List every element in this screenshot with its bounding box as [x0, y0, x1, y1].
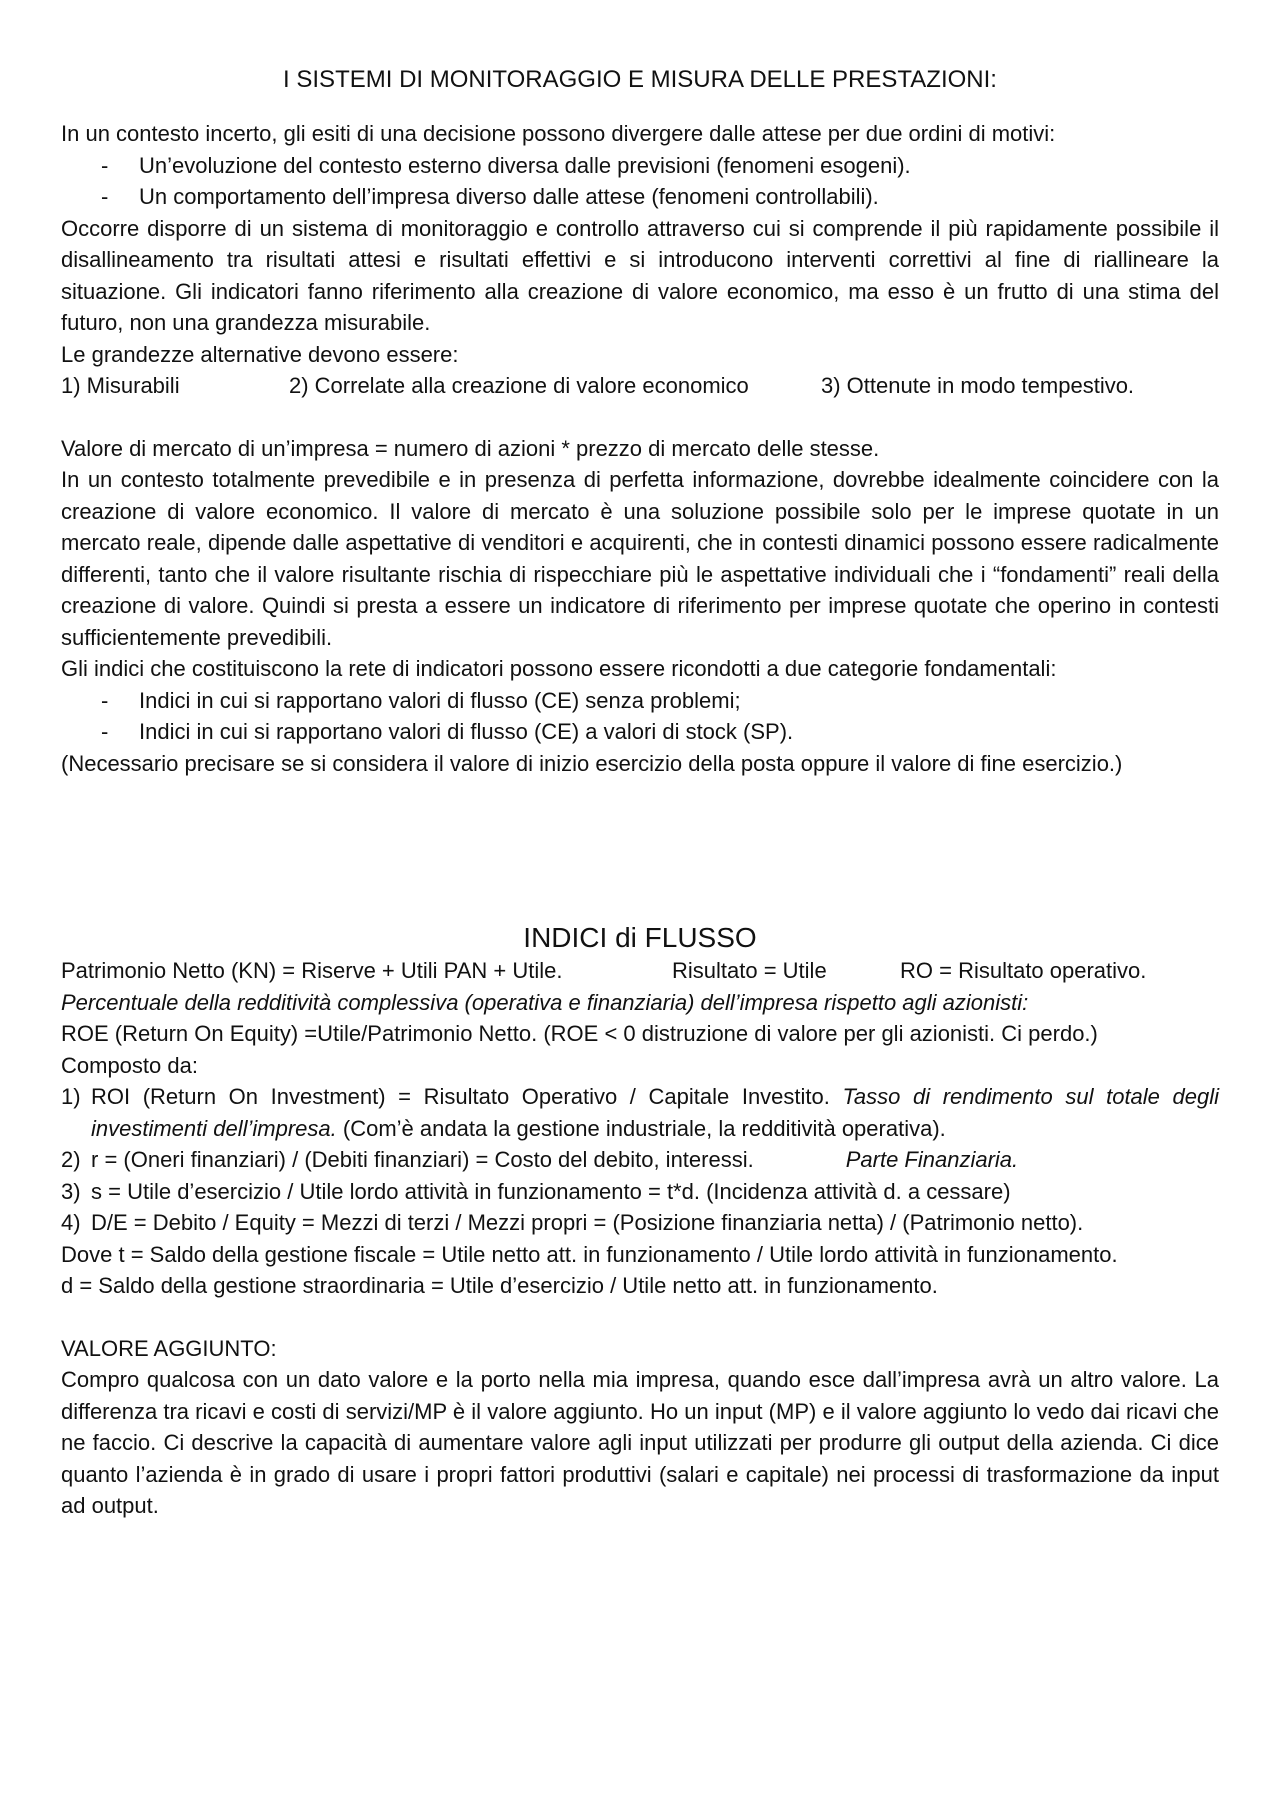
where-t-definition: Dove t = Saldo della gestione fiscale = Utile netto att. in funzionamento / Utile lordo attività in funzionamento.	[61, 1241, 1118, 1267]
list-item: 4) D/E = Debito / Equity = Mezzi di terzi / Mezzi propri = (Posizione finanziaria netta) / (Patrimonio netto).	[61, 1207, 1219, 1239]
roe-formula: ROE (Return On Equity) =Utile/Patrimonio Netto. (ROE < 0 distruzione di valore per gli azionisti. Ci perdo.)	[61, 1021, 1098, 1046]
list-item: 2) r = (Oneri finanziari) / (Debiti finanziari) = Costo del debito, interessi. Parte Finanziaria.	[61, 1144, 1219, 1176]
list-item: - Indici in cui si rapportano valori di flusso (CE) senza problemi;	[61, 685, 1219, 717]
section-title-indici-flusso: INDICI di FLUSSO	[523, 922, 757, 953]
definition-ro: RO = Risultato operativo.	[900, 958, 1147, 983]
section-title-valore-aggiunto: VALORE AGGIUNTO:	[61, 1335, 277, 1361]
market-value-formula: Valore di mercato di un’impresa = numero di azioni * prezzo di mercato delle stesse.	[61, 435, 880, 461]
definition-risultato: Risultato = Utile	[672, 958, 827, 983]
list-item-text: Indici in cui si rapportano valori di flusso (CE) senza problemi;	[139, 687, 741, 713]
paragraph-valore-aggiunto: Compro qualcosa con un dato valore e la porto nella mia impresa, quando esce dall’impresa avrà un altro valore. La differenza tra ricavi e costi di servizi/MP è il valore aggiunto. Ho un input (MP) e il valore aggiunto lo vedo dai ricavi che ne faccio. Ci descrive la capacità di aumentare valore agli input utilizzati per produrre gli output della azienda. Ci dice quanto l’azienda è in grado di usare i propri fattori produttivi (salari e capitale) nei processi di trasformazione da input ad output.	[61, 1367, 1219, 1518]
list-item-text: s = Utile d’esercizio / Utile lordo attività in funzionamento = t*d. (Incidenza attività d. a cessare)	[91, 1178, 1011, 1204]
alternative-list	[61, 370, 1219, 402]
list-item-text: Un’evoluzione del contesto esterno diversa dalle previsioni (fenomeni esogeni).	[139, 152, 911, 178]
document-content	[61, 64, 1219, 1522]
list-item: 1) ROI (Return On Investment) = Risultato Operativo / Capitale Investito. Tasso di rendimento sul totale degli investimenti dell’impresa. (Com’è andata la gestione industriale, la redditività operativa).	[61, 1081, 1219, 1144]
list-item-text: D/E = Debito / Equity = Mezzi di terzi / Mezzi propri = (Posizione finanziaria netta) / (Patrimonio netto).	[91, 1210, 1084, 1235]
alternative-item: 2) Correlate alla creazione di valore economico	[289, 373, 749, 398]
list-item-text: Un comportamento dell’impresa diverso dalle attese (fenomeni controllabili).	[139, 184, 879, 209]
indices-intro: Gli indici che costituiscono la rete di indicatori possono essere ricondotti a due categorie fondamentali:	[61, 656, 1057, 681]
paragraph-market-value: In un contesto totalmente prevedibile e in presenza di perfetta informazione, dovrebbe idealmente coincidere con la creazione di valore economico. Il valore di mercato è una soluzione possibile solo per le imprese quotate in un mercato reale, dipende dalle aspettative di venditori e acquirenti, che in contesti dinamici possono essere radicalmente differenti, tanto che il valore risultante rischia di rispecchiare più le aspettative individuali che i “fondamenti” reali della creazione di valore. Quindi si presta a essere un indicatore di riferimento per imprese quotate che operino in contesti sufficientemente prevedibili.	[61, 467, 1219, 650]
intro-paragraph: In un contesto incerto, gli esiti di una decisione possono divergere dalle attese per due ordini di motivi:	[61, 121, 1056, 146]
roe-caption: Percentuale della redditività complessiva (operativa e finanziaria) dell’impresa rispetto agli azionisti:	[61, 989, 1029, 1015]
alternative-item: 3) Ottenute in modo tempestivo.	[821, 373, 1135, 398]
section-title-monitoraggio: I SISTEMI DI MONITORAGGIO E MISURA DELLE PRESTAZIONI:	[283, 66, 997, 93]
list-item-text: ROI (Return On Investment) = Risultato Operativo / Capitale Investito. Tasso di rendimento sul totale degli investimenti dell’impresa. (Com’è andata la gestione industriale, la redditività operativa).	[91, 1084, 1219, 1141]
list-item: 3) s = Utile d’esercizio / Utile lordo attività in funzionamento = t*d. (Incidenza attività d. a cessare)	[61, 1176, 1219, 1208]
composed-label: Composto da:	[61, 1052, 198, 1078]
where-d-definition: d = Saldo della gestione straordinaria = Utile d’esercizio / Utile netto att. in funzionamento.	[61, 1273, 938, 1298]
list-item-text: Indici in cui si rapportano valori di flusso (CE) a valori di stock (SP).	[139, 719, 794, 744]
definition-kn: Patrimonio Netto (KN) = Riserve + Utili PAN + Utile.	[61, 958, 563, 983]
definitions-row	[61, 955, 1219, 987]
list-item: - Un comportamento dell’impresa diverso dalle attese (fenomeni controllabili).	[61, 181, 1219, 213]
note-paragraph: (Necessario precisare se si considera il valore di inizio esercizio della posta oppure il valore di fine esercizio.)	[61, 750, 1123, 776]
alternative-intro: Le grandezze alternative devono essere:	[61, 341, 459, 367]
list-item: - Un’evoluzione del contesto esterno diversa dalle previsioni (fenomeni esogeni).	[61, 150, 1219, 182]
paragraph-monitoraggio: Occorre disporre di un sistema di monitoraggio e controllo attraverso cui si comprende il più rapidamente possibile il disallineamento tra risultati attesi e risultati effettivi e si introducono interventi correttivi al fine di riallineare la situazione. Gli indicatori fanno riferimento alla creazione di valore economico, ma esso è un frutto di una stima del futuro, non una grandezza misurabile.	[61, 215, 1219, 335]
alternative-item: 1) Misurabili	[61, 373, 180, 398]
list-item: - Indici in cui si rapportano valori di flusso (CE) a valori di stock (SP).	[61, 716, 1219, 748]
list-item-text: r = (Oneri finanziari) / (Debiti finanziari) = Costo del debito, interessi. Parte Finanziaria.	[91, 1147, 1019, 1172]
